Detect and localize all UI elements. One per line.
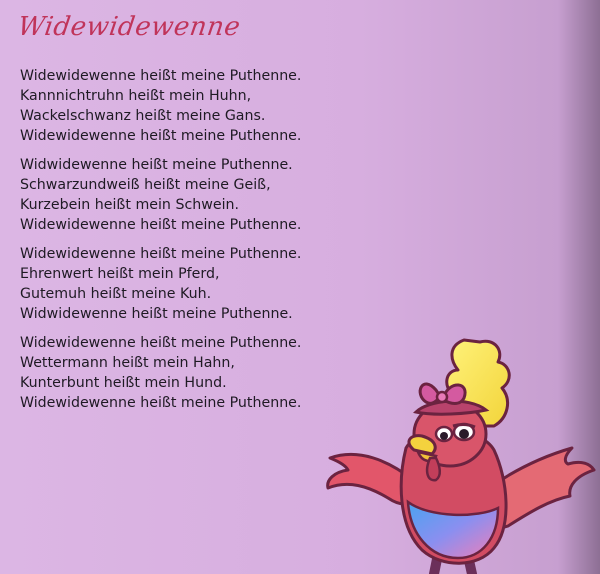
poem-line: Kurzebein heißt mein Schwein. <box>20 197 240 213</box>
poem-line: Ehrenwert heißt mein Pferd, <box>20 266 220 282</box>
poem-line: Schwarzundweiß heißt meine Geiß, <box>20 177 271 193</box>
poem-line: Widewidewenne heißt meine Puthenne. <box>20 246 302 262</box>
poem-line: Widewidewenne heißt meine Puthenne. <box>20 128 302 144</box>
poem <box>20 66 360 422</box>
poem-line: Widwidewenne heißt meine Puthenne. <box>20 157 293 173</box>
poem-line: Widewidewenne heißt meine Puthenne. <box>20 217 302 233</box>
cartoon-turkey-hen-icon <box>318 330 600 574</box>
stanza-4 <box>20 333 360 413</box>
poem-line: Wackelschwanz heißt meine Gans. <box>20 108 266 124</box>
page-title: Widewidewenne <box>15 12 243 42</box>
poem-line: Widewidewenne heißt meine Puthenne. <box>20 335 302 351</box>
stanza-2 <box>20 155 360 235</box>
poem-line: Widewidewenne heißt meine Puthenne. <box>20 68 302 84</box>
poem-line: Kannnichtruhn heißt mein Huhn, <box>20 88 252 104</box>
stanza-3 <box>20 244 360 324</box>
poem-line: Gutemuh heißt meine Kuh. <box>20 286 212 302</box>
stanza-1 <box>20 66 360 146</box>
poem-line: Kunterbunt heißt mein Hund. <box>20 375 227 391</box>
poem-line: Wettermann heißt mein Hahn, <box>20 355 235 371</box>
poem-line: Widwidewenne heißt meine Puthenne. <box>20 306 293 322</box>
poem-line: Widewidewenne heißt meine Puthenne. <box>20 395 302 411</box>
